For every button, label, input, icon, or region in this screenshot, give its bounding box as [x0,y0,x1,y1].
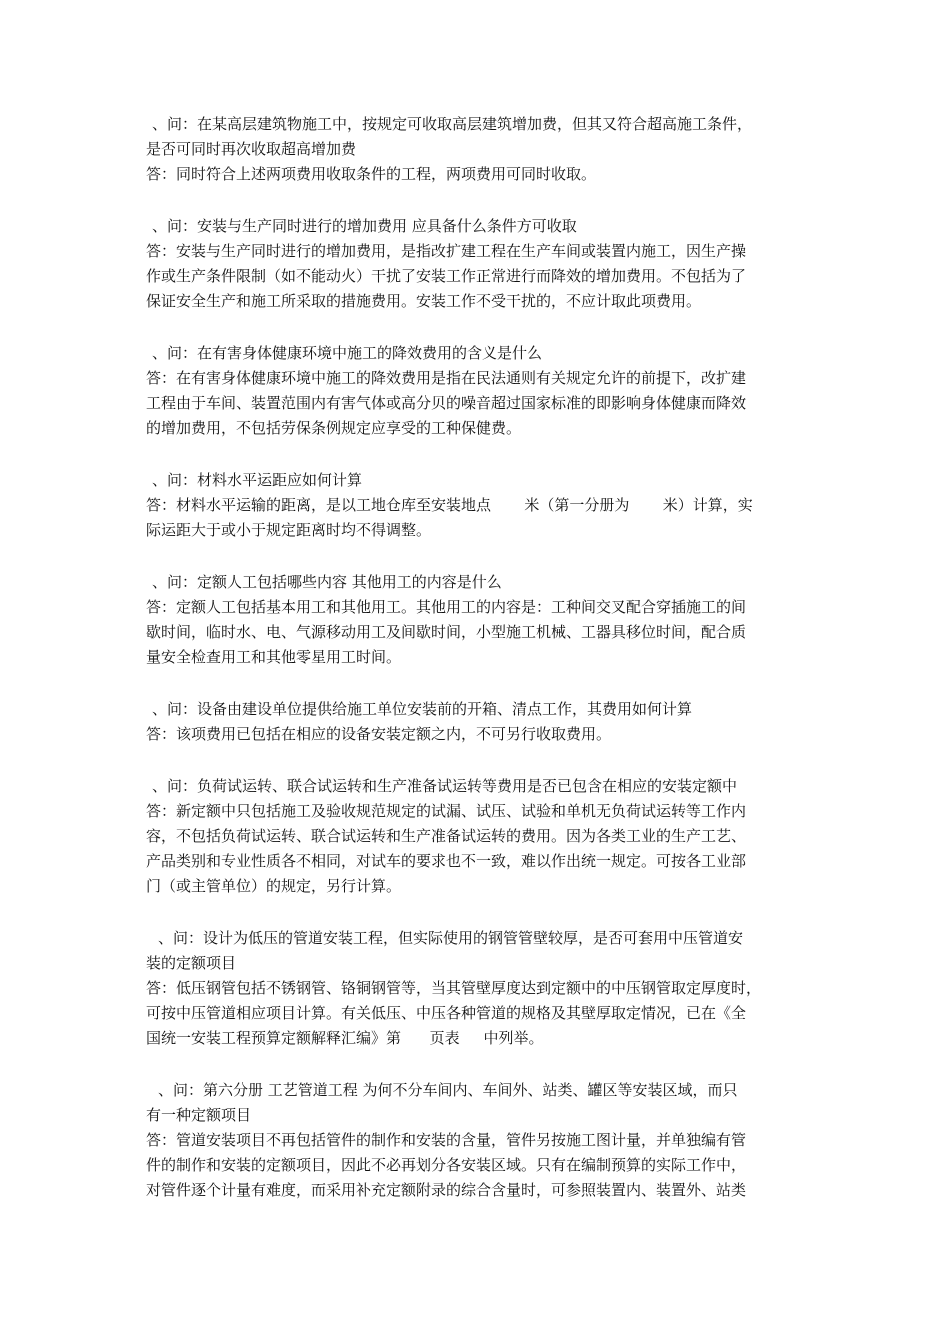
answer-line: 容，不包括负荷试运转、联合试运转和生产准备试运转的费用。因为各类工业的生产工艺、 [146,827,747,845]
qa-item [146,570,808,670]
question-line: 、问：设计为低压的管道安装工程，但实际使用的钢管管壁较厚，是否可套用中压管道安 [158,929,744,947]
qa-item [146,112,808,187]
answer-line: 保证安全生产和施工所采取的措施费用。安装工作不受干扰的，不应计取此项费用。 [146,292,702,310]
question-line: 装的定额项目 [146,954,237,972]
question-line: 、问：材料水平运距应如何计算 [152,471,363,489]
qa-item [146,926,808,1051]
qa-item [146,468,808,543]
answer-line: 歇时间，临时水、电、气源移动用工及间歇时间，小型施工机械、工器具移位时间，配合质 [146,623,747,641]
question-line: 、问：在有害身体健康环境中施工的降效费用的含义是什么 [152,344,543,362]
document-page [146,112,808,1230]
answer-line: 量安全检查用工和其他零星用工时间。 [146,648,402,666]
question-line: 、问：定额人工包括哪些内容 其他用工的内容是什么 [152,573,502,591]
answer-line: 答：低压钢管包括不锈钢管、铬铜钢管等，当其管壁厚度达到定额中的中压钢管取定厚度时， [146,979,762,997]
answer-line: 答：管道安装项目不再包括管件的制作和安装的含量，管件另按施工图计量，并单独编有管 [146,1131,747,1149]
answer-line: 答：材料水平运输的距离，是以工地仓库至安装地点 米（第一分册为 米）计算，实 [146,496,753,514]
qa-item [146,341,808,441]
answer-line: 答：该项费用已包括在相应的设备安装定额之内，不可另行收取费用。 [146,725,612,743]
question-line: 、问：在某高层建筑物施工中，按规定可收取高层建筑增加费，但其又符合超高施工条件， [152,115,753,133]
answer-line: 件的制作和安装的定额项目，因此不必再划分各安装区域。只有在编制预算的实际工作中， [146,1156,747,1174]
answer-line: 对管件逐个计量有难度，而采用补充定额附录的综合含量时，可参照装置内、装置外、站类 [146,1181,747,1199]
question-line: 有一种定额项目 [146,1106,252,1124]
question-line: 、问：设备由建设单位提供给施工单位安装前的开箱、清点工作，其费用如何计算 [152,700,693,718]
answer-line: 答：安装与生产同时进行的增加费用，是指改扩建工程在生产车间或装置内施工，因生产操 [146,242,747,260]
answer-line: 答：在有害身体健康环境中施工的降效费用是指在民法通则有关规定允许的前提下，改扩建 [146,369,747,387]
answer-line: 国统一安装工程预算定额解释汇编》第 页表 中列举。 [146,1029,544,1047]
answer-line: 的增加费用，不包括劳保条例规定应享受的工种保健费。 [146,419,522,437]
question-line: 、问：第六分册 工艺管道工程 为何不分车间内、车间外、站类、罐区等安装区域，而只 [158,1081,738,1099]
answer-line: 答：同时符合上述两项费用收取条件的工程，两项费用可同时收取。 [146,165,597,183]
answer-line: 产品类别和专业性质各不相同，对试车的要求也不一致，难以作出统一规定。可按各工业部 [146,852,747,870]
qa-item [146,1078,808,1203]
qa-item [146,697,808,747]
qa-item [146,774,808,899]
answer-line: 答：定额人工包括基本用工和其他用工。其他用工的内容是：工种间交叉配合穿插施工的间 [146,598,747,616]
question-line: 、问：负荷试运转、联合试运转和生产准备试运转等费用是否已包含在相应的安装定额中 [152,777,738,795]
answer-line: 答：新定额中只包括施工及验收规范规定的试漏、试压、试验和单机无负荷试运转等工作内 [146,802,747,820]
question-line: 、问：安装与生产同时进行的增加费用 应具备什么条件方可收取 [152,217,577,235]
answer-line: 门（或主管单位）的规定，另行计算。 [146,877,402,895]
question-line: 是否可同时再次收取超高增加费 [146,140,357,158]
answer-line: 可按中压管道相应项目计算。有关低压、中压各种管道的规格及其壁厚取定情况，已在《全 [146,1004,747,1022]
answer-line: 际运距大于或小于规定距离时均不得调整。 [146,521,432,539]
answer-line: 工程由于车间、装置范围内有害气体或高分贝的噪音超过国家标准的即影响身体健康而降效 [146,394,747,412]
qa-item [146,214,808,314]
answer-line: 作或生产条件限制（如不能动火）干扰了安装工作正常进行而降效的增加费用。不包括为了 [146,267,747,285]
